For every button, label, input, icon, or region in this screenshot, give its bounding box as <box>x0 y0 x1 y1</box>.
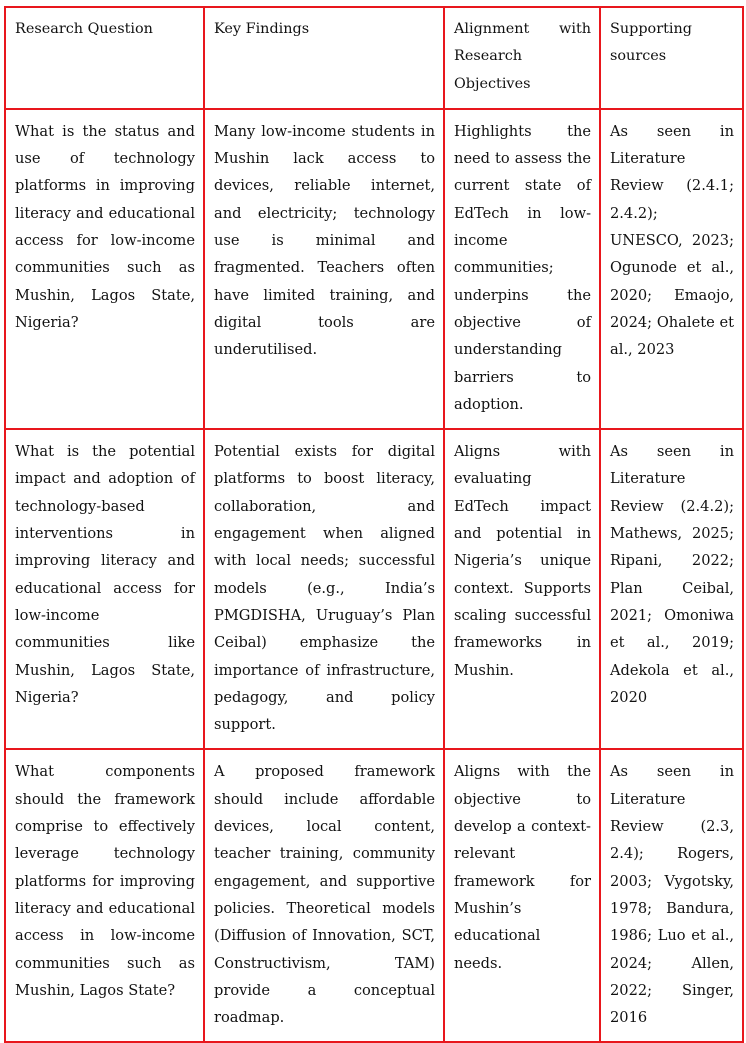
research-question-text: What is the potential impact and adoption of technology-based interventions in improving literacy and educational access for low-income communities like Mushin, Lagos State, Nigeria? <box>15 443 195 706</box>
research-question-text: What components should the framework comprise to effectively leverage technology platforms for improving literacy and educational access in low-income communities such as Mushin, Lagos State? <box>15 763 195 999</box>
cell-supporting-sources <box>600 429 743 749</box>
header-label: Alignment with Research Objectives <box>454 21 591 92</box>
sources-text: As seen in Literature Review (2.4.1; 2.4.2); UNESCO, 2023; Ogunode et al., 2020; Emaojo, 2024; Ohalete et al., 2023 <box>610 122 734 359</box>
header-cell-supporting-sources <box>600 7 743 109</box>
header-label: Supporting sources <box>610 21 692 65</box>
key-findings-text: Many low-income students in Mushin lack access to devices, reliable internet, and electricity; technology use is minimal and fragmented. Teachers often have limited training, and digital tools are underutilised. <box>214 122 435 359</box>
header-cell-alignment <box>444 7 600 109</box>
cell-supporting-sources <box>600 109 743 429</box>
cell-alignment <box>444 429 600 749</box>
sources-text: As seen in Literature Review (2.3, 2.4); Rogers, 2003; Vygotsky, 1978; Bandura, 1986; Luo et al., 2024; Allen, 2022; Singer, 2016 <box>610 763 734 1027</box>
header-label: Key Findings <box>214 21 310 37</box>
alignment-text: Aligns with evaluating EdTech impact and potential in Nigeria’s unique context. Supports scaling successful frameworks in Mushin. <box>454 443 591 679</box>
research-summary-table <box>4 6 744 1043</box>
cell-research-question <box>5 429 204 749</box>
alignment-text: Aligns with the objective to develop a context-relevant framework for Mushin’s educational needs. <box>454 763 591 972</box>
sources-text: As seen in Literature Review (2.4.2); Mathews, 2025; Ripani, 2022; Plan Ceibal, 2021; Omoniwa et al., 2019; Adekola et al., 2020 <box>610 443 734 706</box>
table-row <box>5 749 743 1042</box>
cell-key-findings <box>204 749 444 1042</box>
table-row <box>5 109 743 429</box>
research-question-text: What is the status and use of technology platforms in improving literacy and educational access for low-income communities such as Mushin, Lagos State, Nigeria? <box>15 122 195 331</box>
cell-research-question <box>5 749 204 1042</box>
cell-alignment <box>444 749 600 1042</box>
key-findings-text: A proposed framework should include affordable devices, local content, teacher training, community engagement, and supportive policies. Theoretical models (Diffusion of Innovation, SCT, Constructivism, TAM) provide a conceptual roadmap. <box>214 763 435 1027</box>
cell-supporting-sources <box>600 749 743 1042</box>
cell-key-findings <box>204 109 444 429</box>
cell-key-findings <box>204 429 444 749</box>
key-findings-text: Potential exists for digital platforms to boost literacy, collaboration, and engagement when aligned with local needs; successful models (e.g., India’s PMGDISHA, Uruguay’s Plan Ceibal) emphasize the importance of infrastructure, pedagogy, and policy support. <box>214 443 435 734</box>
header-cell-key-findings <box>204 7 444 109</box>
header-cell-research-question <box>5 7 204 109</box>
cell-alignment <box>444 109 600 429</box>
header-label: Research Question <box>15 21 153 37</box>
cell-research-question <box>5 109 204 429</box>
table-row <box>5 429 743 749</box>
alignment-text: Highlights the need to assess the current state of EdTech in low-income communities; underpins the objective of understanding barriers to adoption. <box>454 122 591 413</box>
table-header-row <box>5 7 743 109</box>
